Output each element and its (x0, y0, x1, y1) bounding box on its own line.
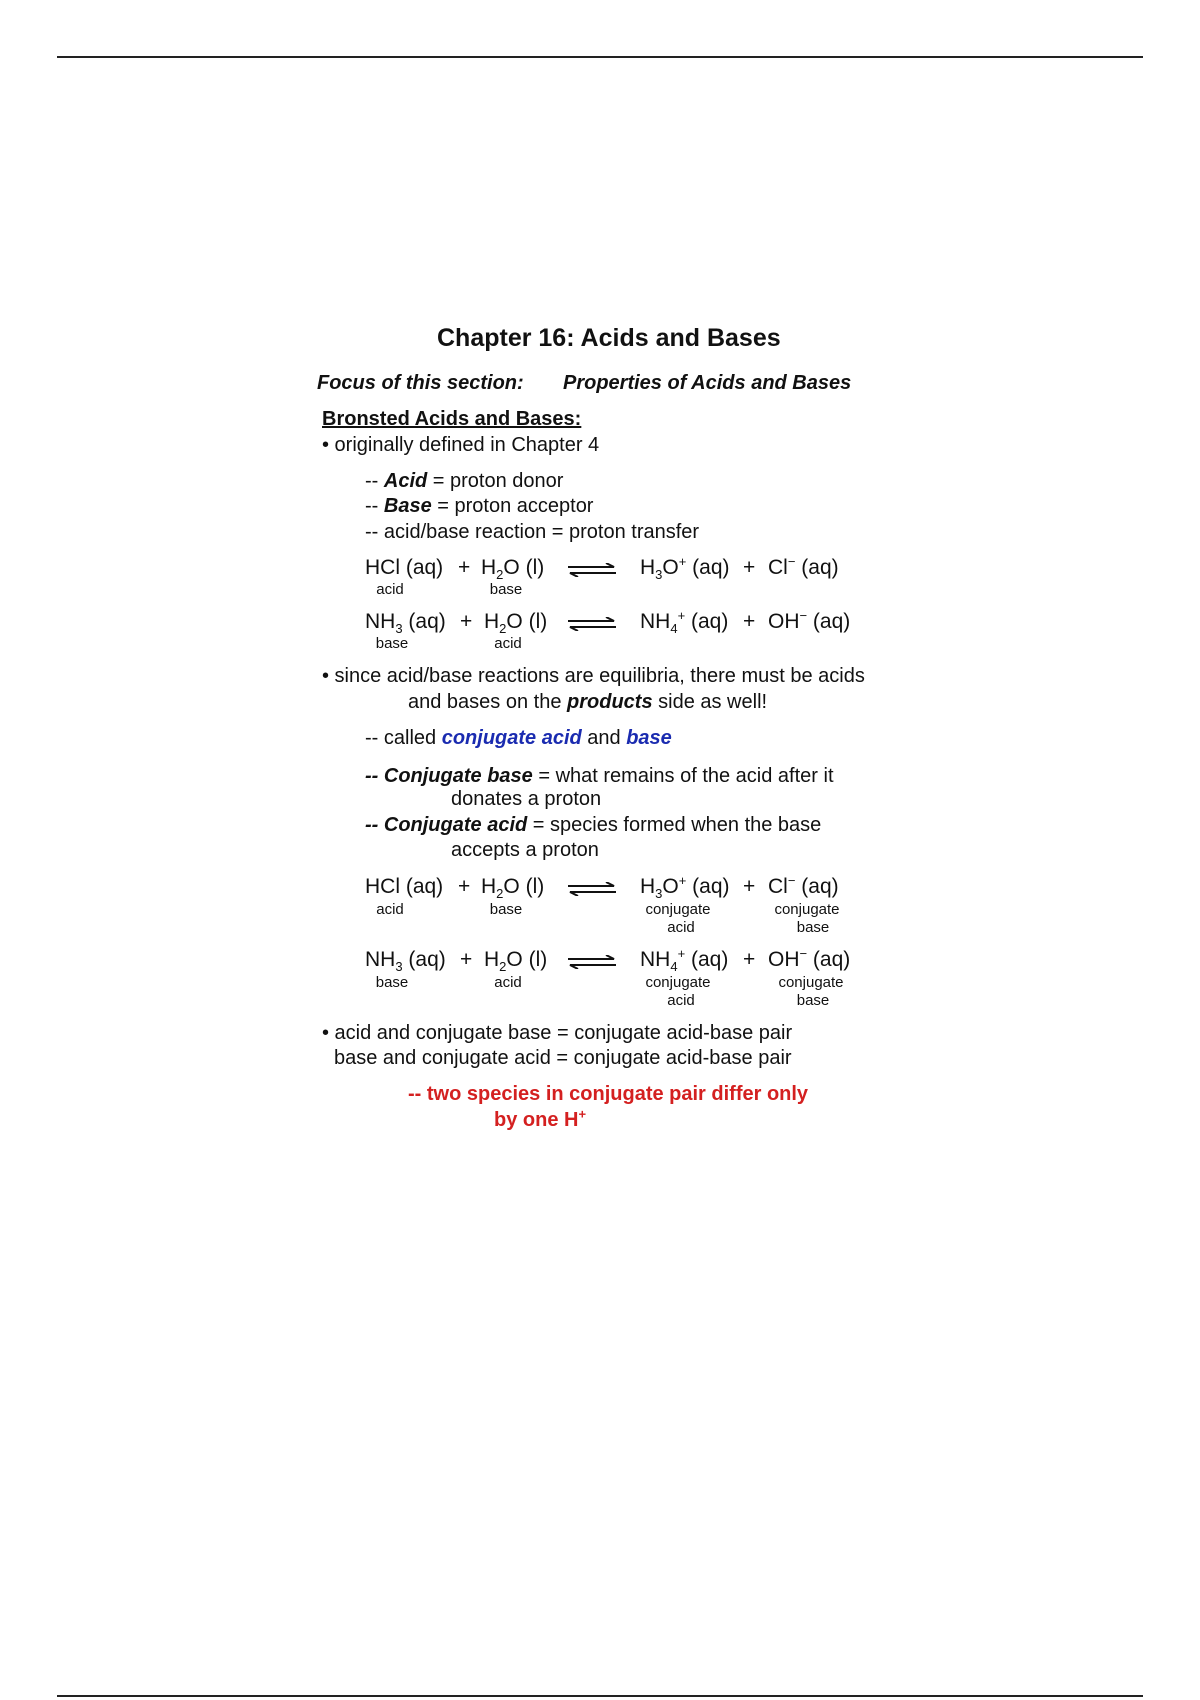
acid-term: Acid (383, 470, 428, 492)
products-term: products (567, 691, 653, 713)
species-nh4: $NH_4^+$ (aq) (640, 608, 729, 637)
base-definition (365, 494, 593, 518)
section-heading: Bronsted Acids and Bases: (322, 408, 582, 430)
species-nh4: $NH_4^+$ (aq) (640, 946, 729, 975)
base-def: = proton acceptor (431, 495, 594, 517)
plus-sign: + (743, 948, 756, 971)
conjugate-base-definition-cont: donates a proton (451, 788, 602, 810)
reaction-definition: -- acid/base reaction = proton transfer (365, 521, 700, 543)
label-acid: acid (494, 974, 522, 991)
bullet-conjugate-pair-2: base and conjugate acid = conjugate acid-base pair (334, 1047, 792, 1069)
plus-sign: + (460, 610, 473, 633)
focus-value: Properties of Acids and Bases (563, 372, 852, 394)
equilibrium-arrow-icon (566, 617, 618, 631)
label-base: base (489, 901, 523, 918)
species-hcl: HCl (aq) (365, 556, 444, 579)
species-oh: OH− (aq) (768, 946, 851, 971)
label-conjugate: conjugate (778, 974, 844, 991)
label-conjugate: conjugate (774, 901, 840, 918)
plus-sign: + (460, 948, 473, 971)
species-hcl: HCl (aq) (365, 875, 444, 898)
plus-sign: + (458, 875, 471, 898)
conjugate-acid-definition-cont: accepts a proton (451, 839, 599, 861)
conjugate-base-definition: -- Conjugate base = what remains of the acid after it (365, 765, 834, 787)
focus-label: Focus of this section: (317, 372, 524, 394)
label-acid: acid (376, 581, 404, 598)
label-acid: acid (667, 919, 695, 936)
label-base: base (375, 974, 409, 991)
base-term: Base (383, 495, 432, 517)
base-term-blue: base (626, 727, 672, 749)
label-base: base (796, 919, 830, 936)
label-acid: acid (494, 635, 522, 652)
red-note-line2: by one H+ (494, 1106, 587, 1131)
species-h2o: $H_2O$ (l) (481, 556, 545, 583)
label-conjugate: conjugate (645, 901, 711, 918)
dash: -- (365, 470, 384, 492)
plus-sign: + (743, 556, 756, 579)
species-h2o: $H_2O$ (l) (481, 875, 545, 902)
plus-sign: + (743, 610, 756, 633)
species-oh: OH− (aq) (768, 608, 851, 633)
species-cl: Cl− (aq) (768, 873, 839, 898)
bullet-equilibria-cont: and bases on the products side as well! (408, 691, 768, 713)
top-rule (57, 56, 1143, 58)
equilibrium-arrow-icon (566, 563, 618, 577)
equilibrium-arrow-icon (566, 955, 618, 969)
label-acid: acid (667, 992, 695, 1009)
plus-sign: + (743, 875, 756, 898)
species-h2o: $H_2O$ (l) (484, 610, 548, 637)
label-conjugate: conjugate (645, 974, 711, 991)
species-nh3: $NH_3$ (aq) (365, 610, 446, 637)
label-base: base (375, 635, 409, 652)
conjugate-acid-term: conjugate acid (441, 727, 582, 749)
species-h2o: $H_2O$ (l) (484, 948, 548, 975)
acid-def: = proton donor (427, 470, 564, 492)
bullet-originally-defined: • originally defined in Chapter 4 (322, 434, 600, 456)
bullet-conjugate-pair-1: • acid and conjugate base = conjugate acid-base pair (322, 1022, 793, 1044)
species-cl: Cl− (aq) (768, 554, 839, 579)
conjugate-acid-definition: -- Conjugate acid = species formed when the base (365, 814, 822, 836)
species-nh3: $NH_3$ (aq) (365, 948, 446, 975)
label-base: base (489, 581, 523, 598)
red-note-line1: -- two species in conjugate pair differ only (408, 1083, 809, 1105)
label-acid: acid (376, 901, 404, 918)
page-title: Chapter 16: Acids and Bases (437, 324, 781, 352)
called-conjugate: -- called conjugate acid and base (365, 727, 672, 749)
bottom-rule (57, 1695, 1143, 1697)
label-base: base (796, 992, 830, 1009)
plus-sign: + (458, 556, 471, 579)
dash: -- (365, 495, 384, 517)
bullet-equilibria: • since acid/base reactions are equilibria, there must be acids (322, 665, 865, 687)
equilibrium-arrow-icon (566, 882, 618, 896)
species-h3o: $H_3O^+$ (aq) (640, 873, 730, 902)
acid-definition (365, 469, 563, 493)
species-h3o: $H_3O^+$ (aq) (640, 554, 730, 583)
